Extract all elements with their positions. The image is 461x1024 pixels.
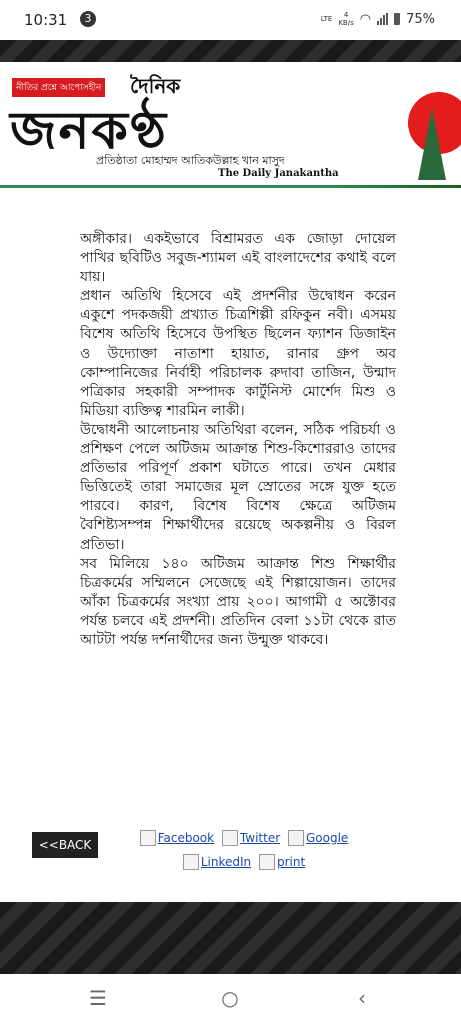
clock: 10:31 <box>24 11 68 29</box>
share-links <box>134 828 354 876</box>
masthead[interactable] <box>0 68 461 188</box>
header-stripe <box>0 40 461 62</box>
back-icon[interactable]: ‹ <box>358 986 366 1010</box>
english-title: The Daily Janakantha <box>218 168 339 179</box>
article-paragraph: অঙ্গীকার। একইভাবে বিশ্রামরত এক জোড়া দোয়েল পাখির ছবিটিও সবুজ-শ্যামল এই বাংলাদেশের কথাই বলে যায়। <box>80 231 396 286</box>
lte-icon: LTE <box>320 15 333 23</box>
wifi-icon: ◠ <box>359 11 372 27</box>
signal-icon <box>377 13 388 25</box>
masthead-rule <box>0 185 461 188</box>
article-paragraph: প্রধান অতিথি হিসেবে এই প্রদর্শনীর উদ্বোধন করেন একুশে পদকজয়ী প্রখ্যাত চিত্রশিল্পী রফিকুন নবী। এসময় বিশেষ অতিথি হিসেবে উপস্থিত ছিলেন ফ্যাশন ডিজাইন ও উদ্যোক্তা নাতাশা হায়াত, রানার গ্রুপ অব কোম্পানিজের নির্বাহী পরিচালক রুদাবা তাজিন, উন্মাদ পত্রিকার সহকারী সম্পাদক কার্টুনিস্ট মোর্শেদ মিশু ও মিডিয়া ব্যক্তিত্ব শারমিন লাকী। <box>80 288 396 419</box>
monument-icon <box>418 108 446 180</box>
footer-stripe <box>0 902 461 974</box>
share-facebook-link[interactable]: Facebook <box>140 828 214 848</box>
home-icon[interactable]: ○ <box>221 986 239 1010</box>
battery-level: 75% <box>406 11 435 27</box>
battery-icon <box>394 13 400 25</box>
status-icons <box>321 11 435 27</box>
masthead-prefix: দৈনিক <box>130 74 181 98</box>
system-nav-bar <box>0 974 461 1024</box>
share-google-link[interactable]: Google <box>288 828 348 848</box>
share-twitter-link[interactable]: Twitter <box>222 828 280 848</box>
status-bar <box>0 0 461 40</box>
menu-icon[interactable]: ☰ <box>89 986 107 1010</box>
article-paragraph: সব মিলিয়ে ১৪০ অটিজম আক্রান্ত শিশু শিক্ষার্থীর চিত্রকর্মের সম্মিলনে সেজেছে এই শিল্পায়োজন। তাদের আঁকা চিত্রকর্মের সংখ্যা প্রায় ২০০। আগামী ৫ অক্টোবর পর্যন্ত চলবে এই প্রদর্শনী। প্রতিদিন বেলা ১১টা থেকে রাত আটটা পর্যন্ত দর্শনার্থীদের জন্য উন্মুক্ত থাকবে। <box>80 555 396 648</box>
founder-line: প্রতিষ্ঠাতা মোহাম্মদ আতিকউল্লাহ খান মাসুদ <box>96 154 285 167</box>
share-linkedin-link[interactable]: LinkedIn <box>183 852 251 872</box>
print-link[interactable]: print <box>259 852 305 872</box>
article-paragraph: উদ্বোধনী আলোচনায় অতিথিরা বলেন, সঠিক পরিচর্যা ও প্রশিক্ষণ পেলে অটিজম আক্রান্ত শিশু-কিশোররাও তাদের প্রতিভার পরিপূর্ণ প্রকাশ ঘটাতে পারে। তখন মেধার ভিত্তিতেই তারা সমাজের মূল স্রোতের সঙ্গে যুক্ত হতে পারবে। কারণ, বিশেষ বিশেষ ক্ষেত্রে অটিজম বৈশিষ্ট্যসম্পন্ন শিক্ষার্থীদের রয়েছে অকল্পনীয় ও বিরল প্রতিভা। <box>80 421 396 553</box>
masthead-title: জনকণ্ঠ <box>10 100 168 161</box>
back-button[interactable]: <<BACK <box>32 832 98 858</box>
tagline: নীতির প্রশ্নে আপোসহীন <box>12 78 105 97</box>
data-speed: 4 KB/s <box>338 11 354 27</box>
notification-badge: 3 <box>80 11 96 27</box>
article-body <box>80 230 396 650</box>
